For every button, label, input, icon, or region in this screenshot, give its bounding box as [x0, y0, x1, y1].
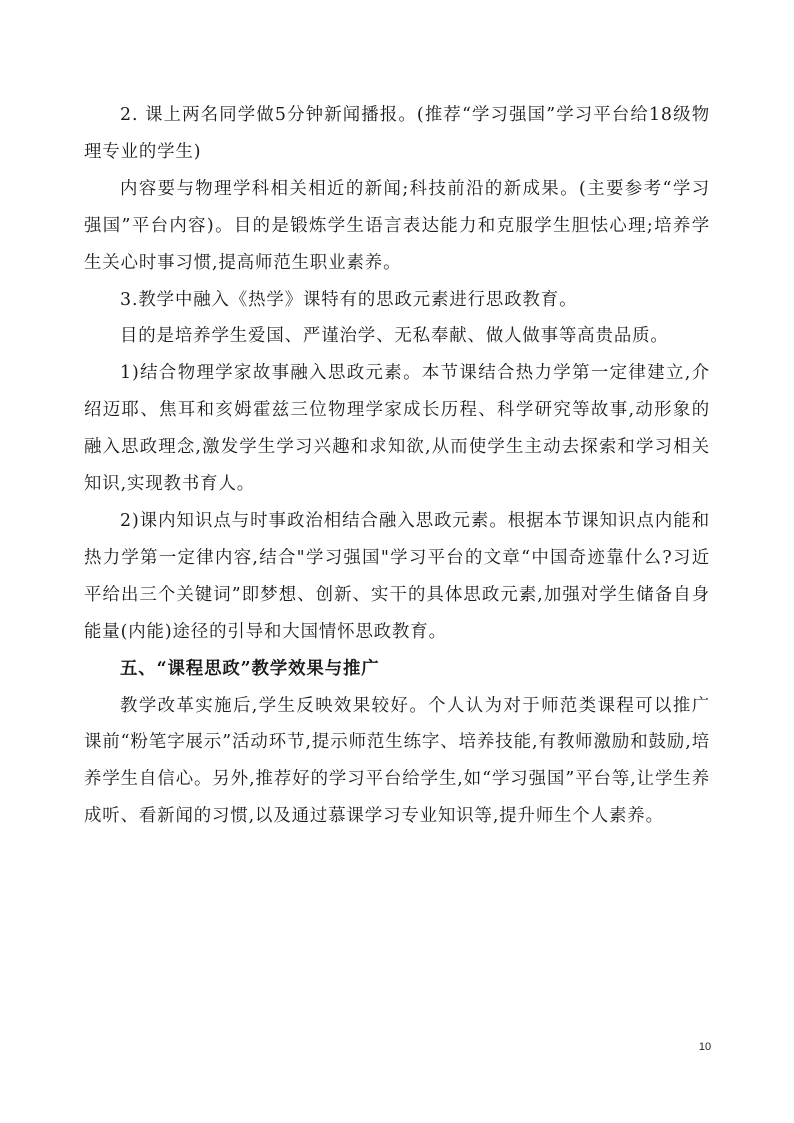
paragraph-physicist-stories: 1)结合物理学家故事融入思政元素。本节课结合热力学第一定律建立,介绍迈耶、焦耳和亥姆霍兹三位物理学家成长历程、科学研究等故事,动形象的融入思政理念,激发学生学习兴趣和求知欲,从而使学生主动去探索和学习相关知识,实现教书育人。 — [84, 363, 710, 495]
document-body — [84, 97, 710, 835]
paragraph-news-report: 2. 课上两名同学做5分钟新闻播报。(推荐“学习强国”学习平台给18级物理专业的学生) — [84, 105, 710, 162]
paragraph-ideological-elements: 3.教学中融入《热学》课特有的思政元素进行思政教育。 — [120, 289, 578, 310]
paragraph-effects-promotion: 教学改革实施后,学生反映效果较好。个人认为对于师范类课程可以推广课前“粉笔字展示”活动环节,提示师范生练字、培养技能,有教师激励和鼓励,培养学生自信心。另外,推荐好的学习平台给学生,如“学习强国”平台等,让学生养成听、看新闻的习惯,以及通过慕课学习专业知识等,提升师生个人素养。 — [84, 695, 710, 827]
paragraph-purpose: 目的是培养学生爱国、严谨治学、无私奉献、做人做事等高贵品质。 — [120, 326, 669, 347]
paragraph-news-content: 内容要与物理学科相关相近的新闻;科技前沿的新成果。(主要参考“学习强国”平台内容)。目的是锻炼学生语言表达能力和克服学生胆怯心理;培养学生关心时事习惯,提高师范生职业素养。 — [84, 178, 710, 273]
section-heading-five: 五、“课程思政”教学效果与推广 — [120, 658, 380, 679]
paragraph-current-affairs: 2)课内知识点与时事政治相结合融入思政元素。根据本节课知识点内能和热力学第一定律内容,结合"学习强国"学习平台的文章“中国奇迹靠什么?习近平给出三个关键词”即梦想、创新、实干的具体思政元素,加强对学生储备自身能量(内能)途径的引导和大国情怀思政教育。 — [84, 510, 710, 642]
page-number: 10 — [698, 1041, 712, 1053]
